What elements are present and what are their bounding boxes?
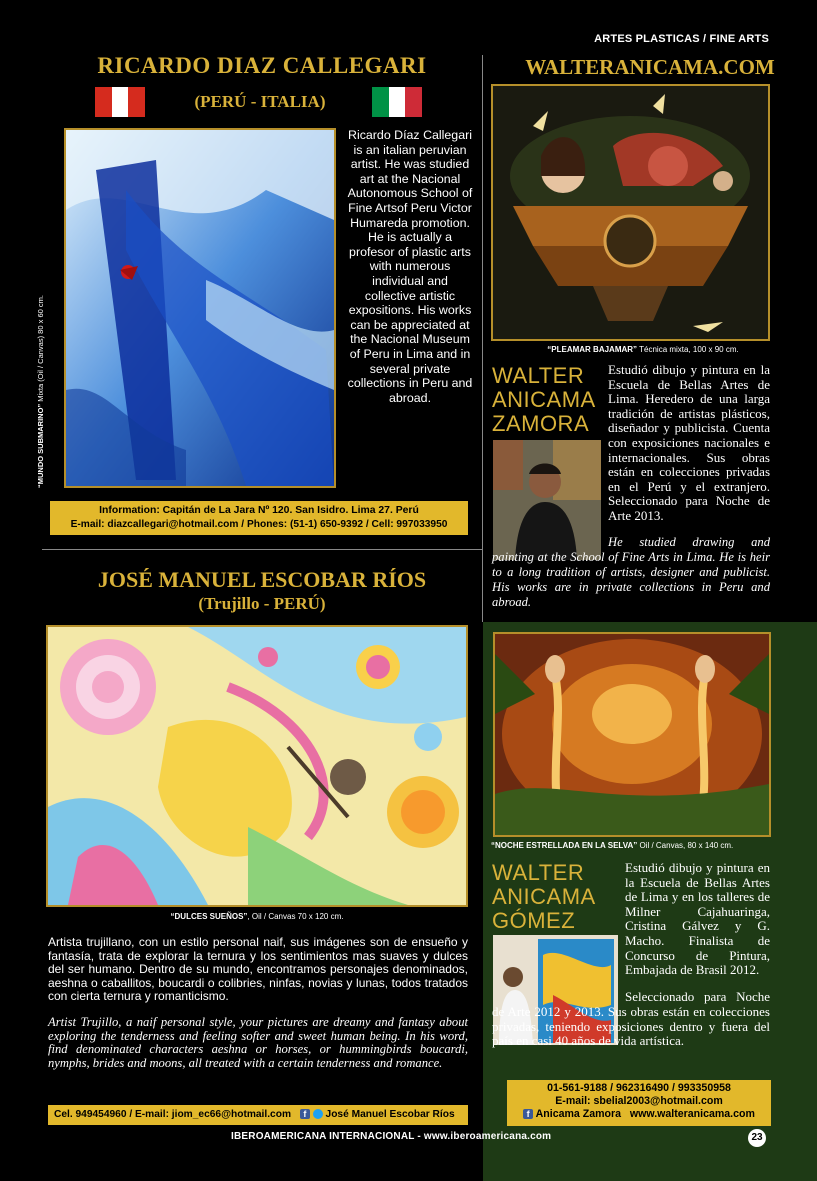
ricardo-info-box [50, 501, 468, 535]
caption-title: “DULCES SUEÑOS” [170, 912, 248, 921]
painting-noche-estrellada [493, 632, 771, 837]
jose-origin: (Trujillo - PERÚ) [198, 594, 326, 613]
section-label: ARTES PLASTICAS / FINE ARTS [594, 33, 769, 45]
walter-site-title: WALTERANICAMA.COM [525, 55, 775, 79]
twitter-icon [313, 1109, 323, 1119]
jose-bio-en: Artist Trujillo, a naif personal style, your pictures are dreamy and fantasy about exploring the tenderness and feeling softer and sweet human being. In his word, find denominated characters aeshna or horses, or hummingbirds boucardi, nymphs, brides and moons, all treated with a certain tenderness and romance. [48, 1015, 468, 1070]
column-divider [482, 55, 483, 622]
walter-zamora-bio-en: He studied drawing and painting at the School of Fine Arts in Lima. He is heir to a long tradition of artists, designer and publicist. His works are in private collections in Peru and abroad. [492, 535, 770, 609]
painting-mundo-submarino [64, 128, 336, 488]
name-line: ZAMORA [492, 411, 590, 436]
footer-publication: IBEROAMERICANA INTERNACIONAL - www.iberoamericana.com [231, 1131, 552, 1142]
facebook-icon: f [523, 1109, 533, 1119]
walter-gomez-name [492, 861, 612, 933]
walter-gomez-bio2: Seleccionado para Noche de Arte 2012 y 2013. Sus obras están en colecciones privadas, teniendo exposiciones dentro y fuera del país en casi 40 años de vida artística. [492, 989, 770, 1049]
jose-social: José Manuel Escobar Ríos [325, 1109, 455, 1120]
walter-gomez-contact-box [507, 1080, 771, 1126]
caption-detail: , Oil / Canvas 70 x 120 cm. [247, 912, 344, 921]
page-number: 23 [748, 1129, 766, 1147]
ricardo-info-contact: E-mail: diazcallegari@hotmail.com / Phones: (51-1) 650-9392 / Cell: 997033950 [70, 519, 448, 530]
ricardo-info-address: Information: Capitán de La Jara Nº 120. San Isidro. Lima 27. Perú [99, 505, 419, 516]
name-line: ANICAMA [492, 884, 596, 909]
caption-title: “NOCHE ESTRELLADA EN LA SELVA” [491, 841, 638, 850]
walter-gomez-email: E-mail: sbelial2003@hotmail.com [555, 1095, 723, 1107]
peru-flag [95, 87, 145, 117]
name-line: ANICAMA [492, 387, 596, 412]
ricardo-origin: (PERÚ - ITALIA) [194, 92, 326, 111]
dulces-suenos-caption [46, 912, 468, 921]
section-divider [42, 549, 482, 550]
mundo-submarino-caption [36, 128, 45, 488]
caption-title: “MUNDO SUBMARINO” [36, 403, 45, 488]
jose-name: JOSÉ MANUEL ESCOBAR RÍOS [97, 567, 427, 592]
pleamar-caption [483, 345, 803, 354]
italy-flag [372, 87, 422, 117]
walter-gomez-social-line [511, 1108, 767, 1121]
caption-detail: Mixta (Oil / Canvas) 80 x 60 cm. [36, 295, 45, 404]
name-line: GÓMEZ [492, 908, 576, 933]
noche-caption [491, 841, 791, 850]
walter-gomez-web: www.walteranicama.com [629, 1108, 755, 1120]
walter-gomez-bio1: Estudió dibujo y pintura en la Escuela de Bellas Artes de Lima y en los talleres de Milner Cajahuaringa, Cristina Gálvez y G. Macho. Finalista de Concurso de Pintura, Embajada de Brasil 2012. [625, 860, 770, 978]
painting-dulces-suenos [46, 625, 468, 907]
jose-contact-box [48, 1105, 468, 1125]
name-line: WALTER [492, 860, 585, 885]
jose-contact: Cel. 949454960 / E-mail: jiom_ec66@hotmail.com [54, 1109, 291, 1120]
walter-zamora-name [492, 364, 607, 436]
walter-gomez-facebook: Anicama Zamora [535, 1108, 622, 1120]
walter-zamora-bio-es: Estudió dibujo y pintura en la Escuela de Bellas Artes de Lima. Heredero de una larga tradición de artistas plásticos, diseñador y publicista. Cuenta con exposiciones nacionales e internacionales. Sus obras están en colecciones privadas en el Perú y el extranjero. Seleccionado para Noche de Arte 2013. [608, 362, 770, 523]
ricardo-name: RICARDO DIAZ CALLEGARI [97, 53, 427, 78]
name-line: WALTER [492, 363, 585, 388]
ricardo-bio: Ricardo Díaz Callegari is an italian peruvian artist. He was studied art at the Nacional Autonomous School of Fine Artsof Peru Victor Humareda promotion. He is actually a profesor of plastic arts with numerous individual and collective artistic expositions. His works can be appreciated at the Nacional Museum of Peru in Lima and in several private collections in Peru and abroad. [347, 128, 473, 405]
caption-title: “PLEAMAR BAJAMAR” [547, 345, 638, 354]
walter-gomez-phones: 01-561-9188 / 962316490 / 993350958 [547, 1082, 731, 1094]
jose-bio-es: Artista trujillano, con un estilo personal naif, sus imágenes son de ensueño y fantasía, trata de explorar la ternura y los sentimientos mas suaves y dulces del ser humano. Dentro de su mundo, encontramos personajes denominados, aeshna o caballitos, boucardi o colibries, ninfas, novias y lunas, todos tratados con cierta ternura y romanticismo. [48, 935, 468, 1004]
caption-detail: Oil / Canvas, 80 x 140 cm. [637, 841, 734, 850]
painting-pleamar-bajamar [491, 84, 770, 341]
facebook-icon: f [300, 1109, 310, 1119]
caption-detail: Técnica mixta, 100 x 90 cm. [637, 345, 739, 354]
